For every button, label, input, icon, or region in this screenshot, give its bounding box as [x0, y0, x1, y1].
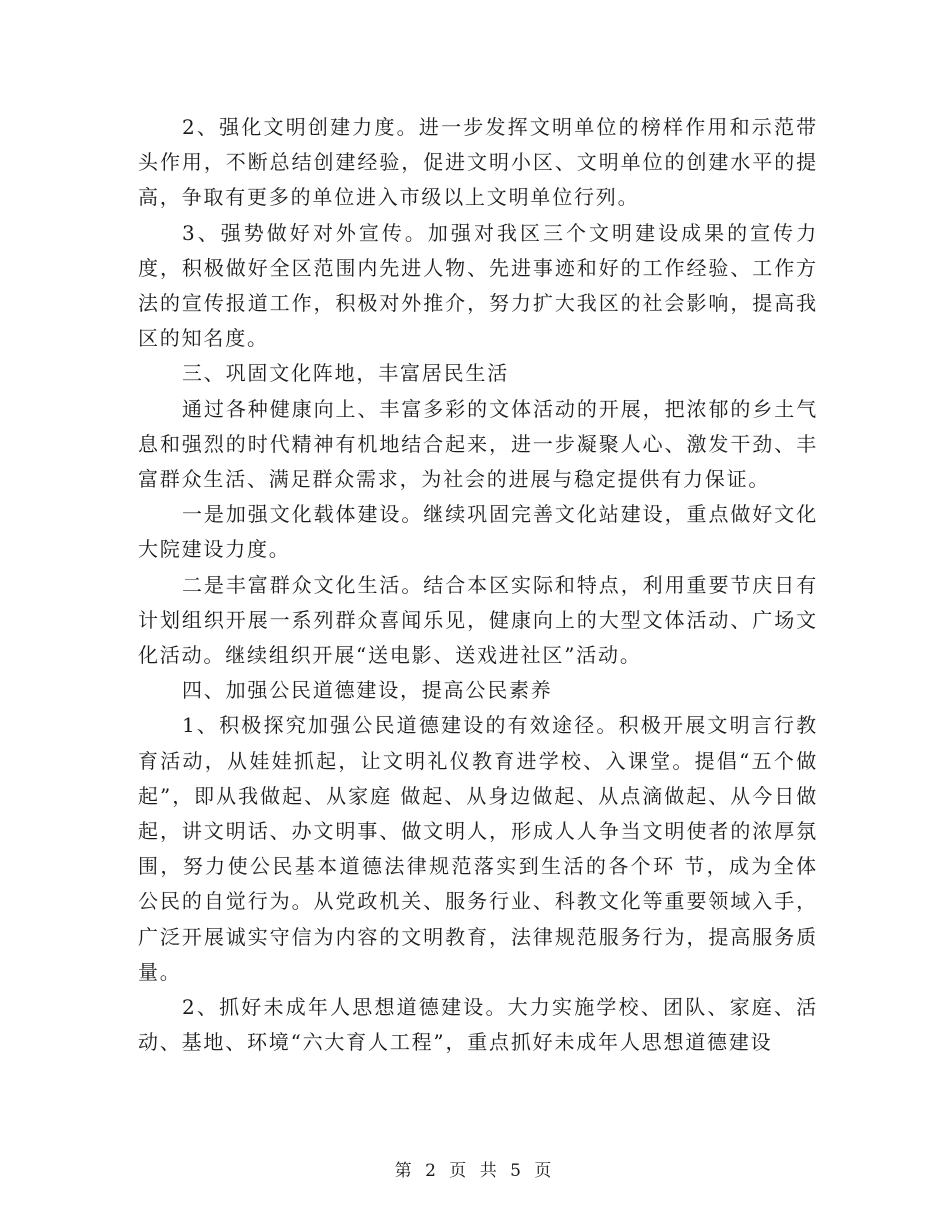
- section-heading: 四、加强公民道德建设，提高公民素养: [182, 678, 553, 703]
- paragraph: 2、抓好未成年人思想道德建设。大力实施学校、团队、家庭、活动、基地、环境“六大育人工程”，重点抓好未成年人思想道德建设: [138, 995, 818, 1055]
- paragraph: 2、强化文明创建力度。进一步发挥文明单位的榜样作用和示范带头作用，不断总结创建经验，促进文明小区、文明单位的创建水平的提高，争取有更多的单位进入市级以上文明单位行列。: [138, 115, 818, 210]
- section-heading: 三、巩固文化阵地，丰富居民生活: [182, 361, 509, 386]
- paragraph: 二是丰富群众文化生活。结合本区实际和特点，利用重要节庆日有计划组织开展一系列群众喜闻乐见，健康向上的大型文体活动、广场文化活动。继续组织开展“送电影、送戏进社区”活动。: [138, 572, 818, 668]
- document-body: [138, 110, 818, 1060]
- paragraph: 1、积极探究加强公民道德建设的有效途径。积极开展文明言行教育活动，从娃娃抓起，让文明礼仪教育进学校、入课堂。提倡“五个做起”，即从我做起、从家庭 做起、从身边做起、从点滴做起、从今日做起，讲文明话、办文明事、做文明人，形成人人争当文明使者的浓厚氛围，努力使公民基本道德法律规范落实到生活的各个环 节，成为全体公民的自觉行为。从党政机关、服务行业、科教文化等重要领域入手，广泛开展诚实守信为内容的文明教育，法律规范服务行为，提高服务质量。: [138, 713, 818, 984]
- paragraph: 3、强势做好对外宣传。加强对我区三个文明建设成果的宣传力度，积极做好全区范围内先进人物、先进事迹和好的工作经验、工作方法的宣传报道工作，积极对外推介，努力扩大我区的社会影响，提高我区的知名度。: [138, 220, 818, 351]
- paragraph: 一是加强文化载体建设。继续巩固完善文化站建设，重点做好文化大院建设力度。: [138, 502, 818, 562]
- paragraph: 通过各种健康向上、丰富多彩的文体活动的开展，把浓郁的乡土气息和强烈的时代精神有机地结合起来，进一步凝聚人心、激发干劲、丰富群众生活、满足群众需求，为社会的进展与稳定提供有力保证。: [138, 396, 818, 492]
- page-number-footer: 第 2 页 共 5 页: [394, 1161, 556, 1181]
